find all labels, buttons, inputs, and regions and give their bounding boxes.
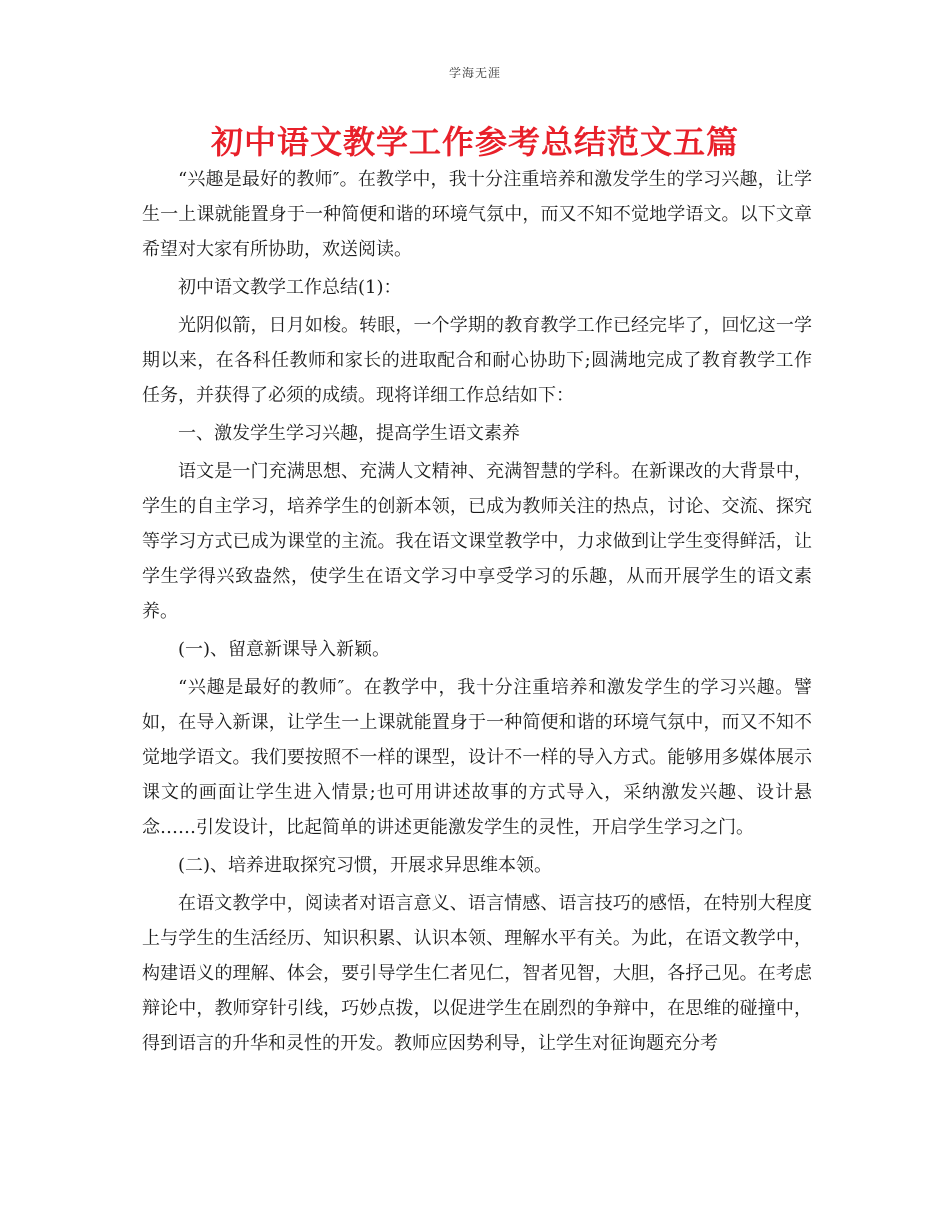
paragraph-intro: “兴趣是最好的教师″。在教学中，我十分注重培养和激发学生的学习兴趣，让学生一上课就能置身于一种简便和谐的环境气氛中，而又不知不觉地学语文。以下文章希望对大家有所协助，欢送阅读。	[142, 169, 812, 260]
header-note: 学海无涯	[448, 66, 501, 80]
subsection-heading-2: (二)、培养进取探究习惯，开展求异思维本领。	[178, 855, 553, 876]
paragraph-subsection-1: “兴趣是最好的教师″。在教学中，我十分注重培养和激发学生的学习兴趣。譬如，在导入新课，让学生一上课就能置身于一种简便和谐的环境气氛中，而又不知不觉地学语文。我们要按照不一样的课型，设计不一样的导入方式。能够用多媒体展示课文的画面让学生进入情景;也可用讲述故事的方式导入，采纳激发兴趣、设计悬念……引发设计，比起简单的讲述更能激发学生的灵性，开启学生学习之门。	[142, 677, 812, 838]
document-title: 初中语文教学工作参考总结范文五篇	[210, 123, 739, 161]
document-body	[142, 162, 812, 1064]
paragraph-opening: 光阴似箭，日月如梭。转眼，一个学期的教育教学工作已经完毕了，回忆这一学期以来，在各科任教师和家长的进取配合和耐心协助下;圆满地完成了教育教学工作任务，并获得了必须的成绩。现将详细工作总结如下：	[142, 315, 812, 406]
paragraph-summary-heading: 初中语文教学工作总结(1)：	[178, 277, 402, 298]
paragraph-subsection-2: 在语文教学中，阅读者对语言意义、语言情感、语言技巧的感悟，在特别大程度上与学生的生活经历、知识积累、认识本领、理解水平有关。为此，在语文教学中，构建语义的理解、体会，要引导学生仁者见仁，智者见智，大胆，各抒己见。在考虑辩论中，教师穿针引线，巧妙点拨，以促进学生在剧烈的争辩中，在思维的碰撞中，得到语言的升华和灵性的开发。教师应因势利导，让学生对征询题充分考	[142, 893, 812, 1054]
paragraph-section-1: 语文是一门充满思想、充满人文精神、充满智慧的学科。在新课改的大背景中，学生的自主学习，培养学生的创新本领，已成为教师关注的热点，讨论、交流、探究等学习方式已成为课堂的主流。我在语文课堂教学中，力求做到让学生变得鲜活，让学生学得兴致盎然，使学生在语文学习中享受学习的乐趣，从而开展学生的语文素养。	[142, 461, 812, 622]
subsection-heading-1: (一)、留意新课导入新颖。	[178, 639, 391, 660]
section-heading-1: 一、激发学生学习兴趣，提高学生语文素养	[178, 423, 520, 444]
